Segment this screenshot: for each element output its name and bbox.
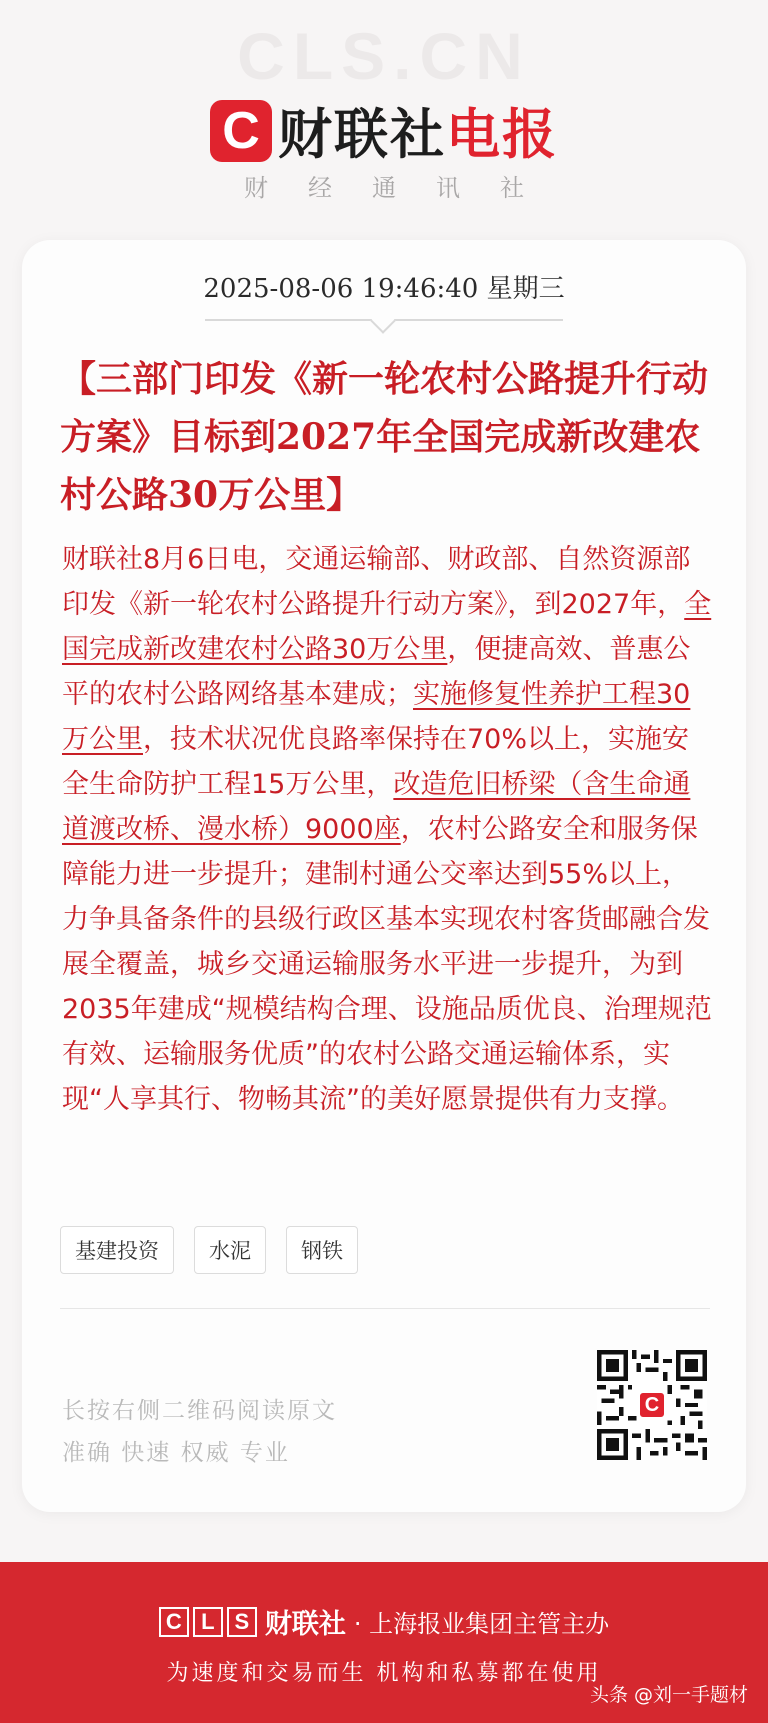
cls-letter: L [193,1607,223,1637]
article-datetime: 2025-08-06 19:46:40 星期三 [203,274,565,304]
highlight-1: 全国完成新改建农村公路30万公里 [62,589,712,665]
tag-item[interactable]: 钢铁 [286,1226,358,1274]
qr-caption-line1: 长按右侧二维码阅读原文 [62,1398,337,1424]
footer-banner [0,1562,768,1723]
cls-letter: S [227,1607,257,1637]
footer-subtitle: · 上海报业集团主管主办 [353,1610,610,1638]
footer-slogan: 为速度和交易而生 机构和私募都在使用 [166,1661,602,1686]
cls-logo [159,1607,257,1637]
tag-item[interactable]: 水泥 [194,1226,266,1274]
logo-c-icon: C [210,100,272,162]
article-headline: 【三部门印发《新一轮农村公路提升行动方案》目标到2027年全国完成新改建农村公路30万公里】 [60,358,709,516]
highlight-2: 实施修复性养护工程30万公里 [62,679,691,755]
brand-accent: 电报 [446,103,558,166]
cls-letter: C [159,1607,189,1637]
watermark-text: CLS.CN [237,19,531,93]
tag-item[interactable]: 基建投资 [60,1226,174,1274]
source-watermark: 头条 @刘一手题材 [590,1684,749,1706]
brand-name [278,92,558,169]
logo-c-icon: C [637,1390,667,1420]
brand-logo [0,92,768,169]
qr-caption [62,1390,337,1474]
footer-brand-row [0,1602,768,1641]
article-body: 财联社8月6日电，交通运输部、财政部、自然资源部印发《新一轮农村公路提升行动方案》，到2027年，全国完成新改建农村公路30万公里，便捷高效、普惠公平的农村公路网络基本建成；实施修复性养护工程30万公里，技术状况优良路率保持在70%以上，实施安全生命防护工程15万公里，改造危旧桥梁（含生命通道渡改桥、漫水桥）9000座，农村公路安全和服务保障能力进一步提升；建制村通公交率达到55%以上，力争具备条件的县级行政区基本实现农村客货邮融合发展全覆盖，城乡交通运输服务水平进一步提升，为到2035年建成“规模结构合理、设施品质优良、治理规范有效、运输服务优质”的农村公路交通运输体系，实现“人享其行、物畅其流”的美好愿景提供有力支撑。 [62,544,712,1115]
qr-caption-line2: 准确 快速 权威 专业 [62,1440,290,1466]
highlight-3: 改造危旧桥梁（含生命通道渡改桥、漫水桥）9000座 [62,769,691,845]
brand-main: 财联社 [278,103,446,166]
tag-list [60,1226,358,1274]
footer-brand: 财联社 [264,1609,346,1640]
qr-code-icon[interactable] [597,1350,707,1460]
divider [60,1308,710,1309]
tagline: 财经通讯社 [244,174,564,202]
